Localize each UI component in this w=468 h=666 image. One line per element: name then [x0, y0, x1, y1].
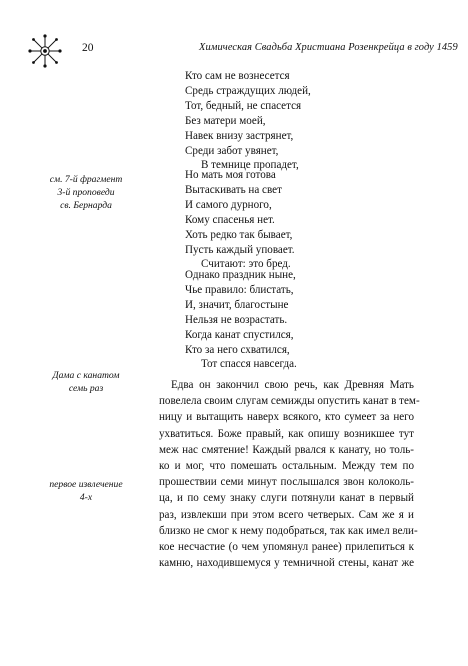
verse-line: Тот, бедный, не спасется: [185, 99, 302, 112]
margin-note-line: 4-х: [79, 492, 93, 503]
verse-line: Средь страждущих людей,: [185, 84, 311, 97]
margin-note-line: первое извлечение: [49, 479, 123, 490]
verse-line: Нельзя не возрастать.: [185, 313, 288, 326]
poem-stanza-1: [185, 69, 311, 173]
prose-line: ко и мог, что помешать остальным. Между тем по: [159, 460, 414, 473]
margin-note-line: св. Бернарда: [60, 200, 112, 211]
verse-line-refrain: В темнице пропадет,: [201, 159, 299, 172]
prose-line: ца, и по сему знаку слуги потянули канат в первый: [159, 492, 414, 505]
verse-line: Без матери моей,: [185, 114, 266, 127]
running-title: Химическая Свадьба Христиана Розенкрейца в году 1459: [199, 42, 458, 53]
verse-line: Навек внизу застрянет,: [185, 129, 294, 142]
prose-line: ухватиться. Боже правый, как опишу возникшее тут: [159, 427, 414, 440]
margin-note-line: 3-й проповеди: [57, 187, 115, 198]
verse-line: Хоть редко так бывает,: [185, 228, 293, 241]
verse-line: Чье правило: блистать,: [185, 283, 294, 296]
verse-line: Вытаскивать на свет: [185, 183, 282, 196]
prose-line: прошествии семи минут послышался звон колоколь-: [159, 476, 414, 489]
poem-stanza-3: [185, 268, 297, 372]
prose-line: кое несчастие (о чем упомянул ранее) прилепиться к: [159, 541, 414, 554]
prose-line: Едва он закончил свою речь, как Древняя Мать: [171, 379, 414, 391]
verse-line: Однако праздник ныне,: [185, 269, 296, 281]
verse-line: Кто сам не вознесется: [185, 70, 290, 82]
margin-note-line: см. 7-й фрагмент: [49, 174, 123, 185]
margin-note-line: семь раз: [68, 383, 104, 394]
prose-paragraph: [159, 377, 420, 571]
verse-line: Кто за него схватился,: [185, 343, 290, 356]
prose-line: ницу и вытащить наверх всякого, кто сумеет за него: [159, 411, 414, 424]
verse-line-refrain: Тот спасся навсегда.: [201, 358, 297, 371]
verse-line: Но мать моя готова: [185, 169, 276, 181]
margin-note-first-extraction: [20, 478, 152, 504]
prose-line: повелела своим слугам семижды опустить канат в тем-: [159, 395, 420, 408]
poem-stanza-2: [185, 168, 295, 272]
verse-line: И, значит, благостыне: [185, 298, 289, 311]
margin-note-sermon-reference: [20, 173, 152, 212]
prose-line: раз, извлекши при этом всего четверых. Сам же я и: [159, 508, 414, 521]
prose-line: камню, находившемуся у темничной стены, канат же: [159, 557, 414, 570]
verse-line: Среди забот увянет,: [185, 144, 279, 157]
margin-note-line: Дама с канатом: [52, 370, 120, 381]
prose-line: меж нас смятение! Каждый рвался к канату, но толь-: [159, 443, 414, 456]
rosicrucian-cross-emblem-icon: [28, 34, 62, 68]
prose-line: близко не смог к нему подобраться, так как имел вели-: [159, 524, 418, 537]
verse-line: Кому спасенья нет.: [185, 213, 275, 226]
verse-line: Когда канат спустился,: [185, 328, 294, 341]
verse-line-refrain: Считают: это бред.: [201, 258, 291, 271]
verse-line: И самого дурного,: [185, 198, 272, 211]
verse-line: Пусть каждый уповает.: [185, 243, 295, 256]
page-number: 20: [82, 42, 94, 54]
margin-note-lady-with-rope: [20, 369, 152, 395]
